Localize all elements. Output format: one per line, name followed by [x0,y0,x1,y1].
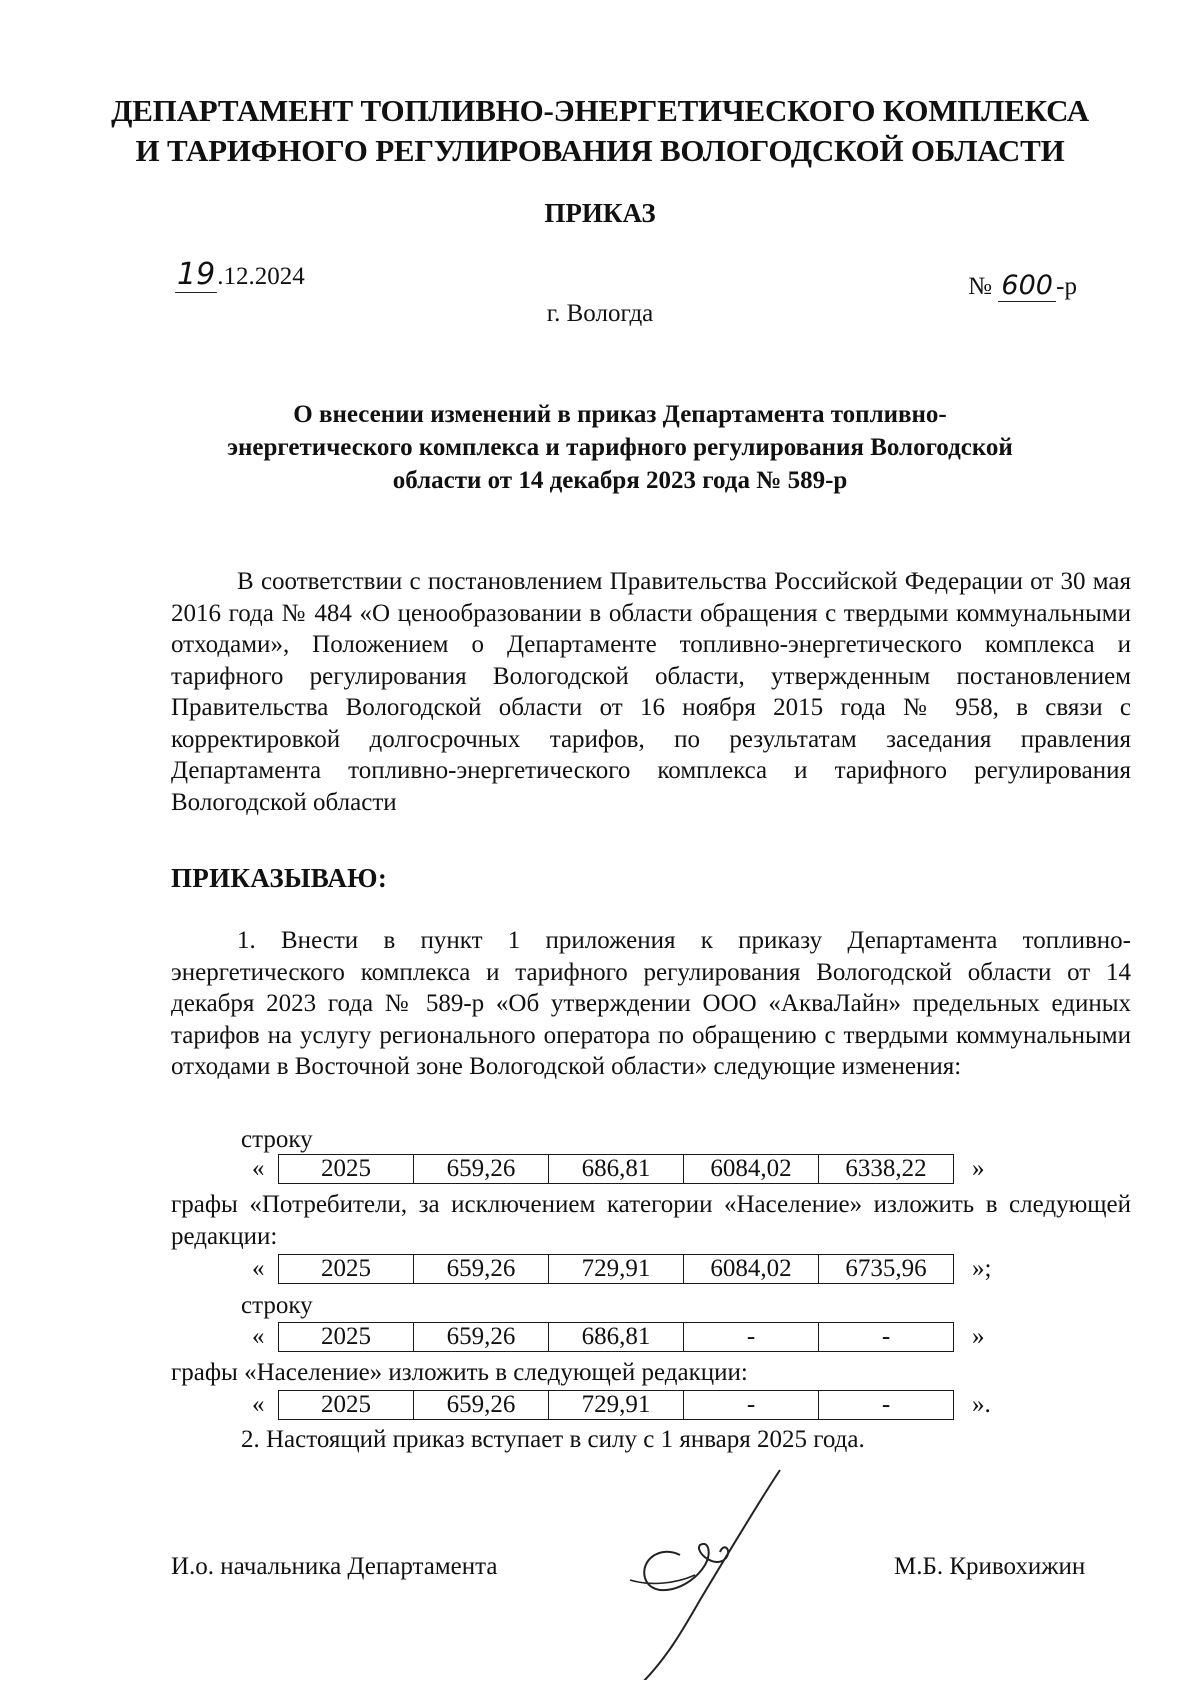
quote-close-3: » [972,1323,985,1350]
population-text: графы «Население» изложить в следующей редакции: [171,1359,748,1386]
tariff-cell: - [819,1391,954,1420]
item-1-paragraph: 1. Внести в пункт 1 приложения к приказу Департамента топливно-энергетического комплекса и тарифного регулирования Вологодской области от 14 декабря 2023 года № 589-р «Об утверждении ООО «АкваЛайн» предельных единых тарифов на услугу регионального оператора по обращению с твердыми коммунальными отходами в Восточной зоне Вологодской области» следующие изменения: [171,927,1131,1080]
quote-close-1: » [972,1155,985,1182]
tariff-cell: 729,91 [549,1391,684,1420]
tariff-cell: 6735,96 [819,1255,954,1284]
order-date [175,257,305,292]
preamble-paragraph: В соответствии с постановлением Правительства Российской Федерации от 30 мая 2016 года № 484 «О ценообразовании в области обращения с твердыми коммунальными отходами», Положением о Департаменте топливно-энергетического комплекса и тарифного регулирования Вологодской области, утвержденным постановлением Правительства Вологодской области от 16 ноября 2015 года № 958, в связи с корректировкой долгосрочных тарифов, по результатам заседания правления Департамента топливно-энергетического комплекса и тарифного регулирования Вологодской области [171,568,1131,816]
tariff-row-2 [278,1254,954,1284]
department-header-line1: ДЕПАРТАМЕНТ ТОПЛИВНО-ЭНЕРГЕТИЧЕСКОГО КОМПЛЕКСА [111,93,1089,128]
number-handwritten: 600 [998,270,1056,302]
tariff-row-1 [278,1154,954,1184]
quote-open-1: « [252,1155,265,1182]
tariff-cell: - [684,1391,819,1420]
tariff-cell: 6084,02 [684,1255,819,1284]
tariff-cell: - [819,1323,954,1352]
signatory-name: М.Б. Кривохижин [894,1553,1086,1580]
row-word-2: строку [241,1292,313,1319]
decree-word: ПРИКАЗЫВАЮ: [171,863,388,893]
tariff-cell: 6338,22 [819,1155,954,1184]
date-day-handwritten: 19 [177,257,216,292]
department-header-line2: И ТАРИФНОГО РЕГУЛИРОВАНИЯ ВОЛОГОДСКОЙ ОБЛАСТИ [135,133,1065,168]
tariff-cell: 659,26 [414,1155,549,1184]
quote-open-4: « [252,1391,265,1418]
subject-line2: энергетического комплекса и тарифного регулирования Вологодской [227,434,1013,461]
subject-line1: О внесении изменений в приказ Департамента топливно- [293,401,947,428]
number-suffix: -р [1056,273,1077,300]
row-word-1: строку [241,1126,313,1153]
order-title: ПРИКАЗ [544,198,656,228]
tariff-row-4 [278,1390,954,1420]
item-2-paragraph: 2. Настоящий приказ вступает в силу с 1 января 2025 года. [241,1426,865,1453]
quote-open-3: « [252,1323,265,1350]
order-subject [175,398,1065,497]
date-month-year: .12.2024 [217,263,305,290]
tariff-cell: - [684,1323,819,1352]
signatory-position: И.о. начальника Департамента [171,1553,498,1580]
number-prefix: № [968,273,992,300]
quote-open-2: « [252,1255,265,1282]
tariff-cell: 659,26 [414,1323,549,1352]
tariff-cell: 686,81 [549,1155,684,1184]
subject-line3: области от 14 декабря 2023 года № 589-р [392,467,848,494]
tariff-row-3 [278,1322,954,1352]
tariff-cell: 2025 [279,1391,414,1420]
quote-close-4: ». [972,1391,991,1418]
tariff-cell: 2025 [279,1155,414,1184]
order-number [968,270,1077,302]
tariff-cell: 659,26 [414,1255,549,1284]
tariff-cell: 729,91 [549,1255,684,1284]
city: г. Вологда [546,300,654,327]
quote-close-2: »; [972,1255,992,1282]
tariff-cell: 2025 [279,1323,414,1352]
tariff-cell: 2025 [279,1255,414,1284]
consumers-text: графы «Потребители, за исключением категории «Население» изложить в следующей редакции: [171,1191,1131,1250]
tariff-cell: 6084,02 [684,1155,819,1184]
tariff-cell: 686,81 [549,1323,684,1352]
handwritten-signature [620,1460,800,1680]
tariff-cell: 659,26 [414,1391,549,1420]
